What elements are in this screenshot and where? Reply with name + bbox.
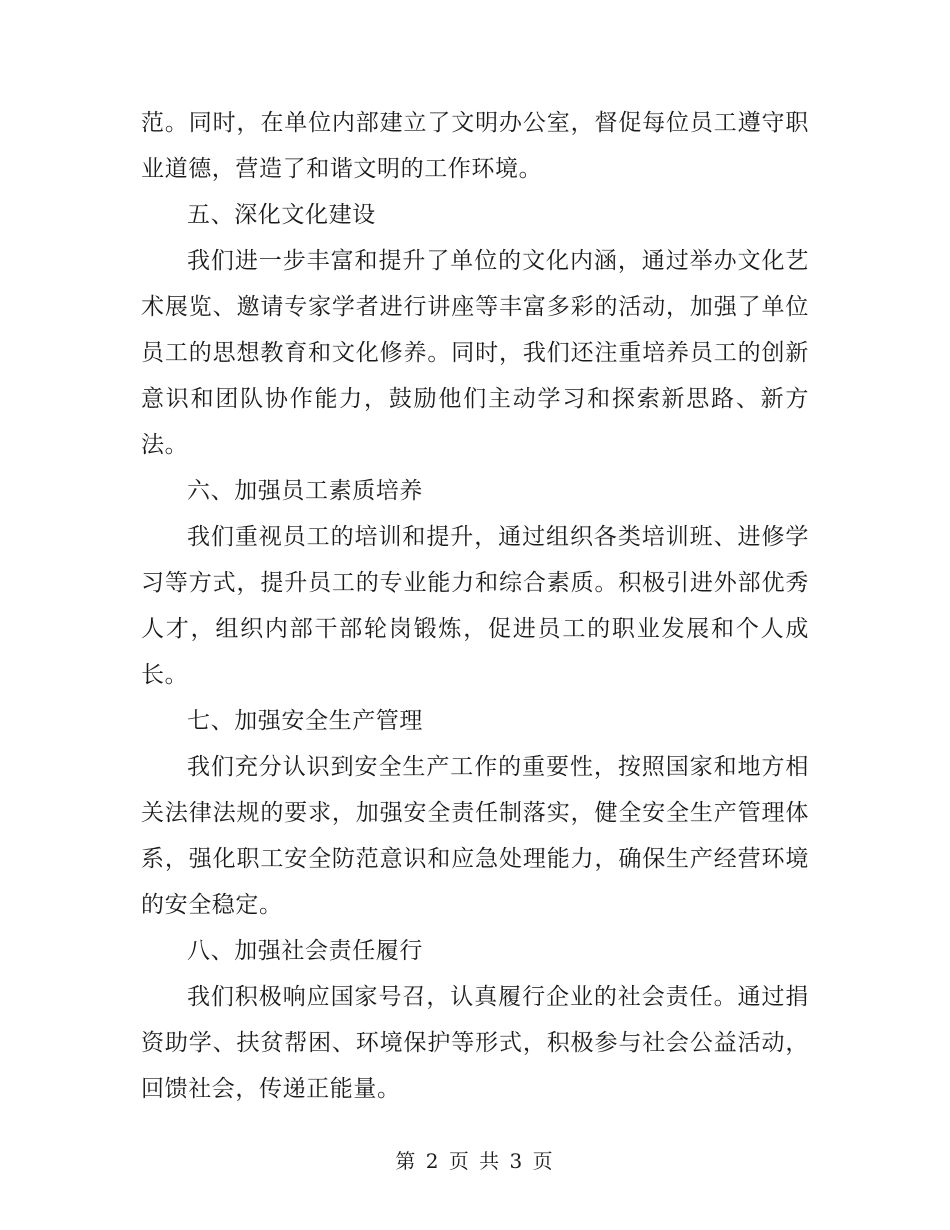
paragraph-culture: 我们进一步丰富和提升了单位的文化内涵，通过举办文化艺术展览、邀请专家学者进行讲座等丰富多彩的活动，加强了单位员工的思想教育和文化修养。同时，我们还注重培养员工的创新意识和团队协作能力，鼓励他们主动学习和探索新思路、新方法。 [141,248,809,458]
section-heading-7: 七、加强安全生产管理 [187,708,423,734]
document-body [141,100,809,1112]
page-number-footer: 第 2 页 共 3 页 [395,1149,555,1173]
section-heading-6: 六、加强员工素质培养 [187,478,423,504]
paragraph-social-responsibility: 我们积极响应国家号召，认真履行企业的社会责任。通过捐资助学、扶贫帮困、环境保护等形式，积极参与社会公益活动，回馈社会，传递正能量。 [141,984,809,1102]
paragraph-safety: 我们充分认识到安全生产工作的重要性，按照国家和地方相关法律法规的要求，加强安全责任制落实，健全安全生产管理体系，强化职工安全防范意识和应急处理能力，确保生产经营环境的安全稳定。 [141,754,809,918]
paragraph-continuation: 范。同时，在单位内部建立了文明办公室，督促每位员工遵守职业道德，营造了和谐文明的工作环境。 [141,110,809,182]
paragraph-staff-training: 我们重视员工的培训和提升，通过组织各类培训班、进修学习等方式，提升员工的专业能力和综合素质。积极引进外部优秀人才，组织内部干部轮岗锻炼，促进员工的职业发展和个人成长。 [141,524,809,688]
section-heading-5: 五、深化文化建设 [187,202,376,228]
section-heading-8: 八、加强社会责任履行 [187,938,423,964]
